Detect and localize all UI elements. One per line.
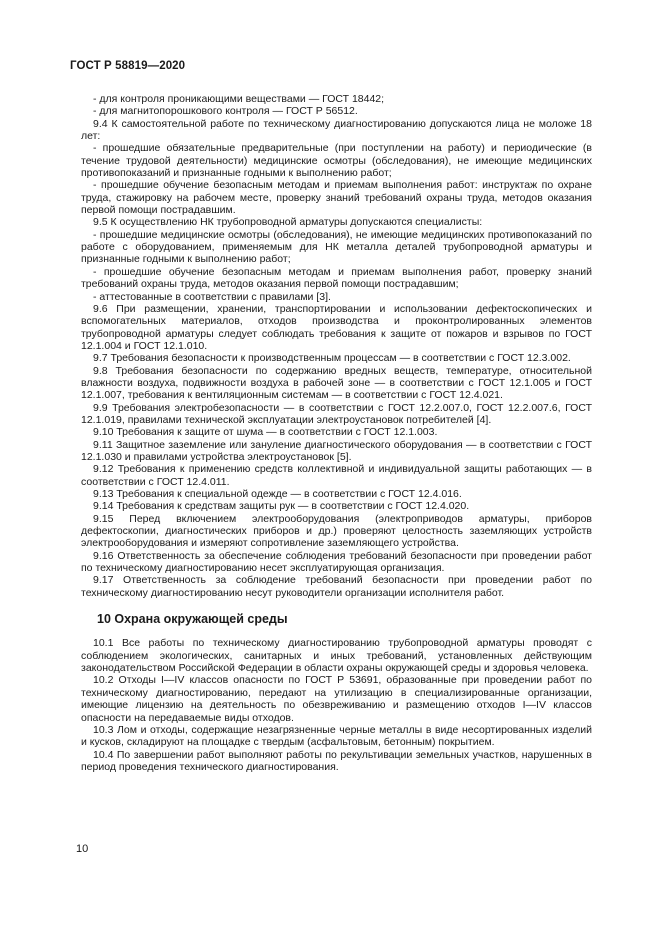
paragraph: - аттестованные в соответствии с правилами [3]. (93, 290, 331, 303)
section-10-heading: 10 Охрана окружающей среды (97, 612, 288, 627)
page-number: 10 (76, 843, 89, 855)
paragraph: - прошедшие обучение безопасным методам и приемам выполнения работ, проверку знаний требований охраны труда, методов оказания первой помощи пострадавшим; (81, 265, 592, 291)
paragraph: 9.9 Требования электробезопасности — в соответствии с ГОСТ 12.2.007.0, ГОСТ 12.2.007.6, ГОСТ 12.1.019, правилами технической эксплуатации электроустановок потребителей [4]. (81, 401, 592, 426)
body-text (81, 93, 592, 773)
paragraph: - прошедшие медицинские осмотры (обследования), не имеющие медицинских противопоказаний по работе с оборудованием, применяемым для НК металла деталей трубопроводной арматуры и признанные годными к выполнению работ; (81, 228, 592, 266)
paragraph: 9.15 Перед включением электрооборудования (электроприводов арматуры, приборов дефектоскопии, диагностических приборов и др.) проверяют целостность заземляющих устройств электрооборудования и измеряют сопротивление заземляющего устройства. (81, 512, 592, 550)
paragraph: - для магнитопорошкового контроля — ГОСТ Р 56512. (93, 105, 358, 118)
paragraph: 9.4 К самостоятельной работе по техническому диагностированию допускаются лица не моложе 18 лет: (81, 117, 592, 143)
paragraph: 9.5 К осуществлению НК трубопроводной арматуры допускаются специалисты: (93, 216, 483, 229)
paragraph: 9.12 Требования к применению средств коллективной и индивидуальной защиты работающих — в соответствии с ГОСТ 12.4.011. (81, 463, 592, 488)
section-9-paragraphs (81, 93, 592, 599)
paragraph: - для контроля проникающими веществами — ГОСТ 18442; (93, 93, 385, 105)
paragraph: 9.7 Требования безопасности к производственным процессам — в соответствии с ГОСТ 12.3.002. (93, 352, 571, 365)
paragraph: 10.2 Отходы I—IV классов опасности по ГОСТ Р 53691, образованные при проведении работ по техническому диагностированию, передают на утилизацию в специализированные организации, имеющие лицензию на деятельность по обезвреживанию и размещению отходов I—IV классов опасности на передаваемые виды отходов. (81, 674, 592, 724)
paragraph: 10.1 Все работы по техническому диагностированию трубопроводной арматуры проводят с соблюдением экологических, санитарных и иных требований, установленных действующим законодательством Российской Федерации в области охраны окружающей среды и здоровья человека. (81, 637, 592, 675)
paragraph: - прошедшие обучение безопасным методам и приемам выполнения работ: инструктаж по охране труда, стажировку на рабочем месте, проверку знаний требований охраны труда, методов оказания первой помощи пострадавшим. (81, 179, 592, 217)
paragraph: 9.10 Требования к защите от шума — в соответствии с ГОСТ 12.1.003. (93, 426, 438, 439)
paragraph: 9.14 Требования к средствам защиты рук — в соответствии с ГОСТ 12.4.020. (93, 500, 470, 513)
section-10-paragraphs (81, 637, 592, 773)
paragraph: 9.11 Защитное заземление или зануление диагностического оборудования — в соответствии с ГОСТ 12.1.030 и правилами устройства электроустановок [5]. (81, 438, 592, 463)
paragraph: 9.6 При размещении, хранении, транспортировании и использовании дефектоскопических и вспомогательных материалов, отходов производства и проконтролированных элементов трубопроводной арматуры следует соблюдать требования к защите от пожаров и взрывов по ГОСТ 12.1.004 и ГОСТ 12.1.010. (81, 302, 592, 352)
paragraph: 9.13 Требования к специальной одежде — в соответствии с ГОСТ 12.4.016. (93, 488, 462, 500)
paragraph: 9.8 Требования безопасности по содержанию вредных веществ, температуре, относительной влажности воздуха, подвижности воздуха в рабочей зоне — в соответствии с ГОСТ 12.1.005 и ГОСТ 12.1.007, требования к вентиляционным системам — в соответствии с ГОСТ 12.4.021. (81, 364, 592, 402)
paragraph: 9.16 Ответственность за обеспечение соблюдения требований безопасности при проведении работ по техническому диагностированию несет эксплуатирующая организация. (81, 549, 592, 575)
document-header: ГОСТ Р 58819—2020 (70, 60, 186, 72)
paragraph: 9.17 Ответственность за соблюдение требований безопасности при проведении работ по техническому диагностированию несут руководители организации исполнителя работ. (81, 574, 592, 599)
paragraph: 10.4 По завершении работ выполняют работы по рекультивации земельных участков, нарушенных в период проведения технического диагностирования. (81, 748, 592, 773)
paragraph: 10.3 Лом и отходы, содержащие незагрязненные черные металлы в виде несортированных изделий и кусков, складируют на площадке с твердым (асфальтовым, бетонным) покрытием. (81, 723, 592, 749)
paragraph: - прошедшие обязательные предварительные (при поступлении на работу) и периодические (в течение трудовой деятельности) медицинские осмотры (обследования), не имеющие медицинских противопоказаний и признанные годными к выполнению работ; (81, 142, 592, 180)
